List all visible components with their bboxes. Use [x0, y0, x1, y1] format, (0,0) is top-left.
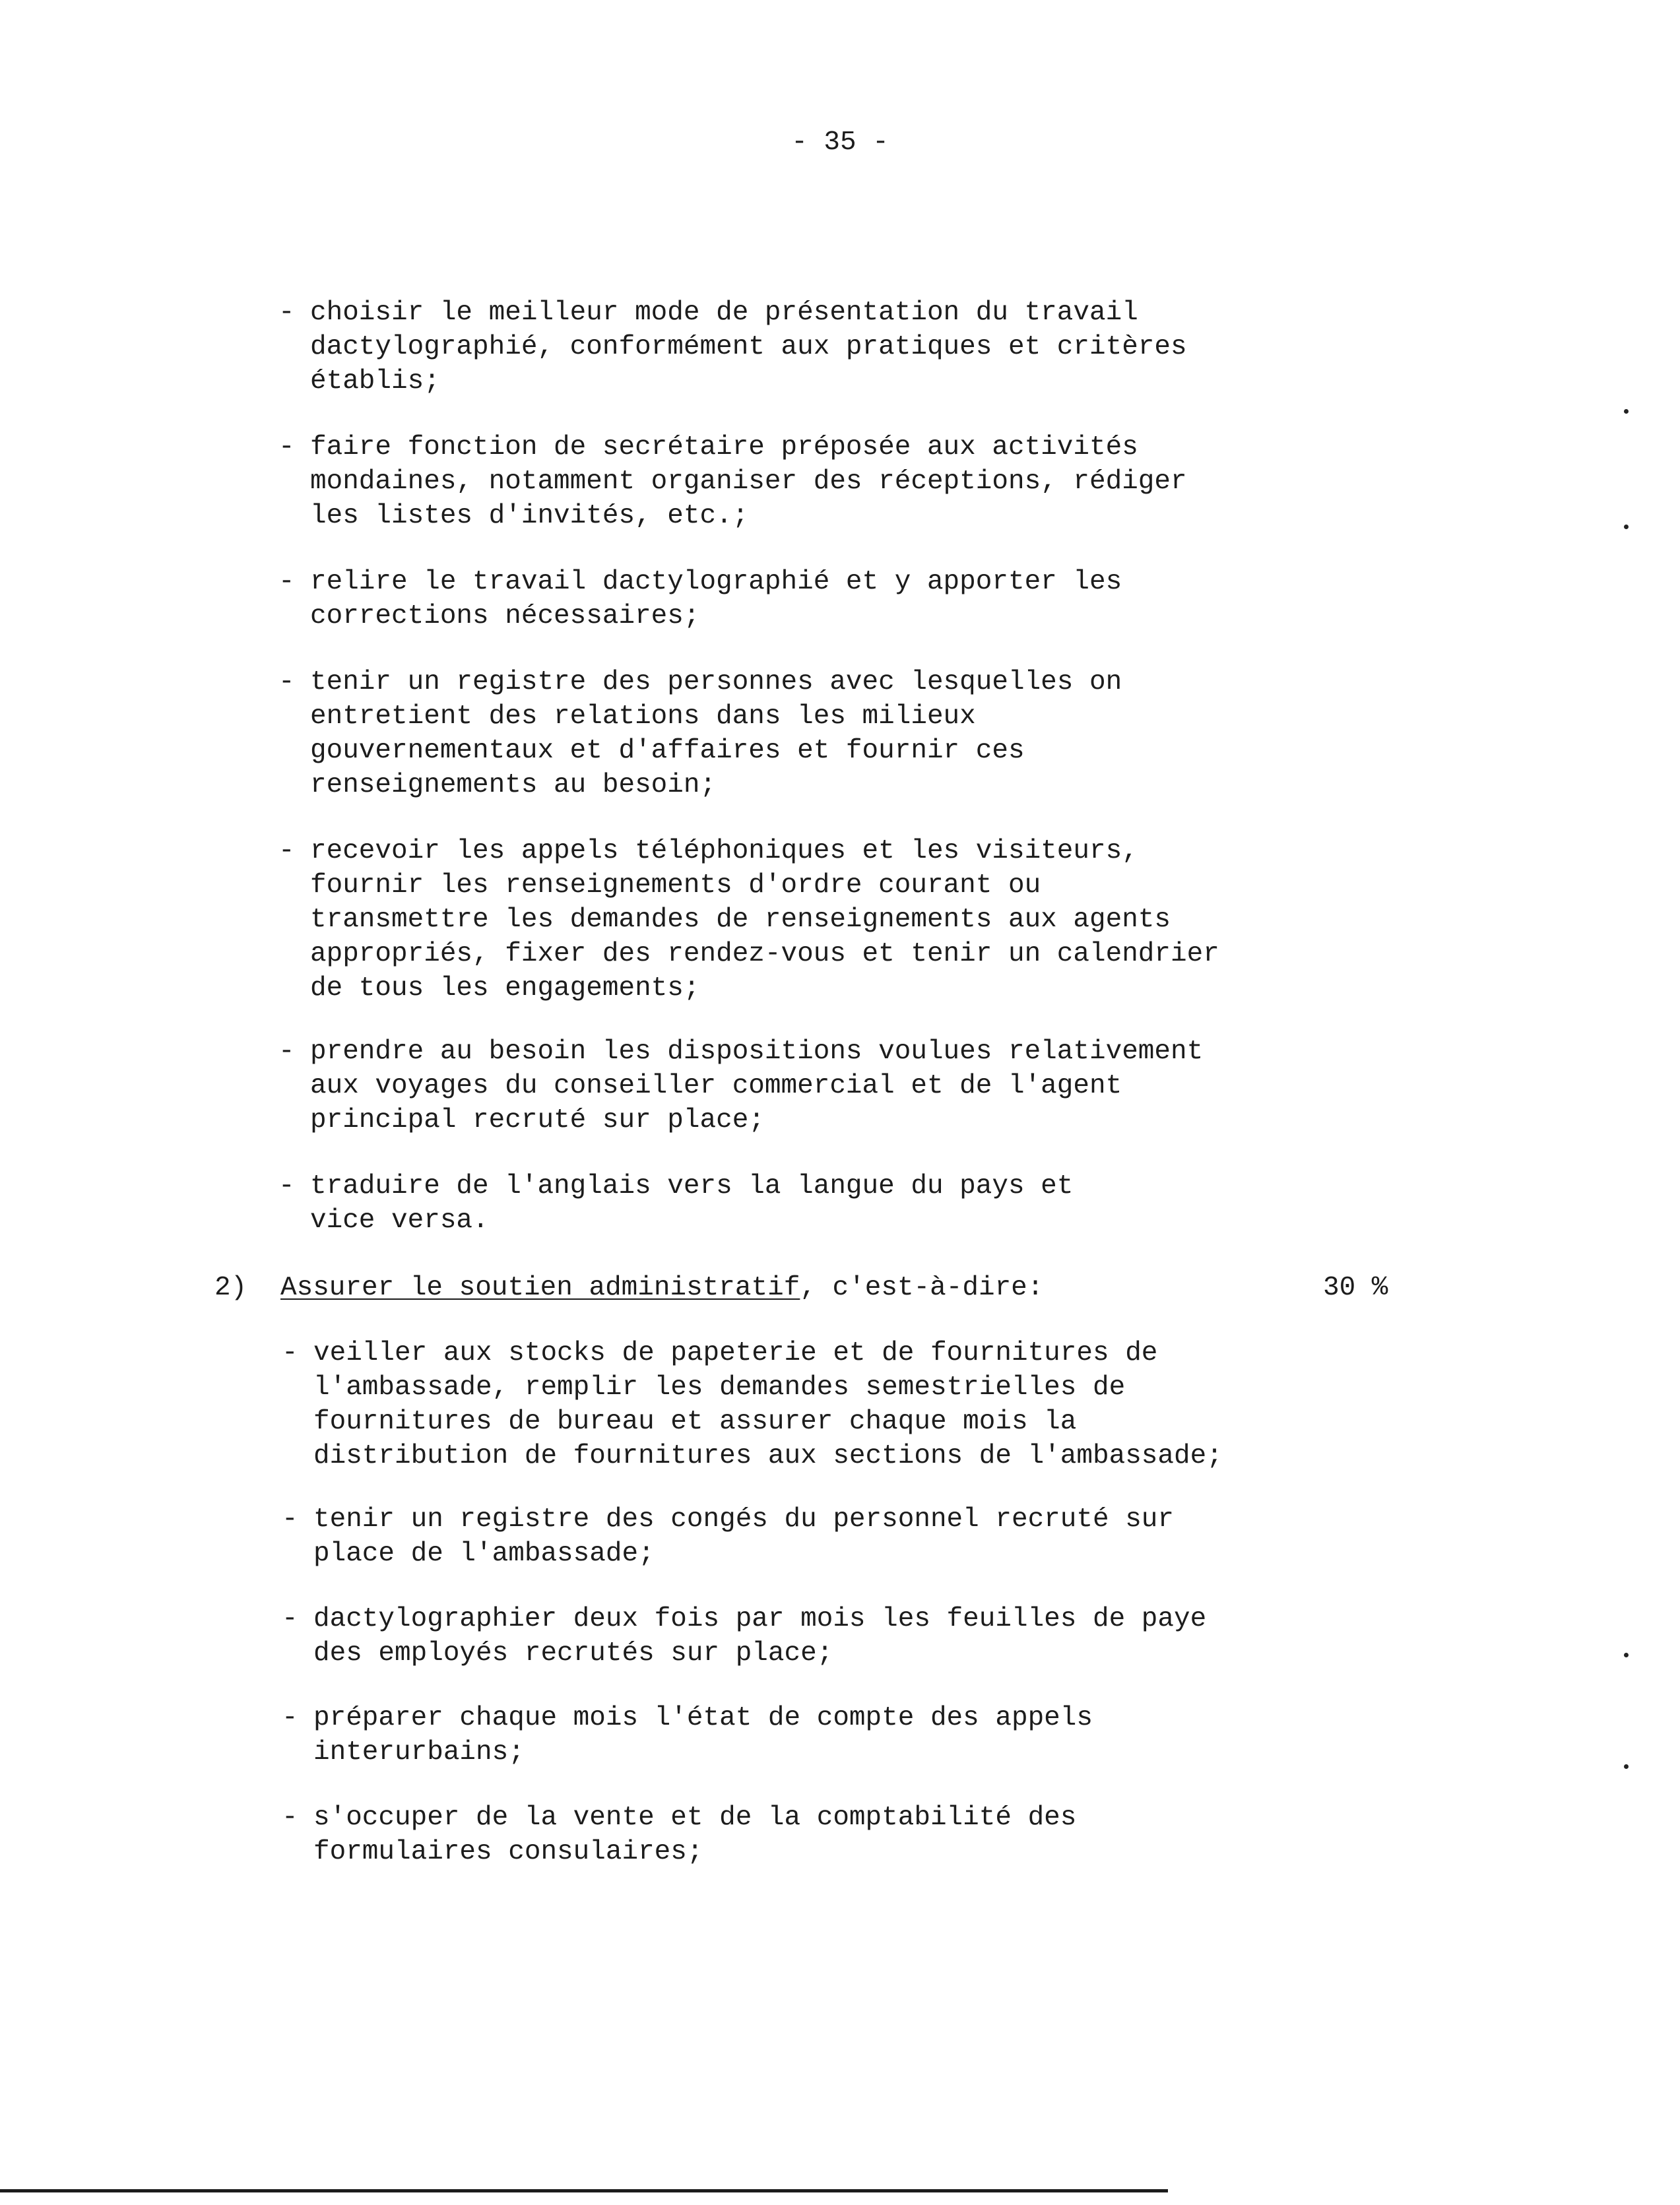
- text-line: prendre au besoin les dispositions voulues relativement: [310, 1037, 1204, 1067]
- section-title: Assurer le soutien administratif: [280, 1273, 800, 1303]
- text-line: veiller aux stocks de papeterie et de fournitures de: [313, 1338, 1158, 1368]
- text-line: formulaires consulaires;: [313, 1837, 703, 1867]
- text-line: choisir le meilleur mode de présentation du travail: [310, 298, 1138, 328]
- text-line: faire fonction de secrétaire préposée aux activités: [310, 432, 1138, 463]
- text-line: relire le travail dactylographié et y apporter les: [310, 567, 1122, 597]
- section-percentage: 30 %: [1323, 1273, 1388, 1303]
- bullet-dash: -: [278, 1171, 295, 1201]
- text-line: les listes d'invités, etc.;: [310, 501, 749, 531]
- text-line: distribution de fournitures aux sections de l'ambassade;: [313, 1441, 1223, 1471]
- text-line: établis;: [310, 366, 440, 397]
- scan-speck: [1624, 409, 1629, 414]
- bullet-dash: -: [278, 667, 295, 697]
- list-item: [282, 1336, 1223, 1473]
- list-item: [278, 1169, 1074, 1238]
- text-line: tenir un registre des congés du personnel recruté sur: [313, 1504, 1175, 1535]
- text-line: entretient des relations dans les milieux: [310, 701, 976, 732]
- text-line: s'occuper de la vente et de la comptabilité des: [313, 1803, 1077, 1833]
- bullet-dash: -: [278, 298, 295, 328]
- text-line: mondaines, notamment organiser des réceptions, rédiger: [310, 466, 1187, 497]
- text-line: préparer chaque mois l'état de compte des appels: [313, 1703, 1093, 1733]
- list-item: [282, 1602, 1207, 1671]
- bullet-dash: -: [282, 1504, 298, 1535]
- list-item: [278, 296, 1187, 399]
- text-line: appropriés, fixer des rendez-vous et tenir un calendrier: [310, 939, 1219, 969]
- list-item: [278, 430, 1187, 533]
- bottom-edge-rule: [0, 2189, 1168, 2192]
- text-line: aux voyages du conseiller commercial et de l'agent: [310, 1071, 1122, 1101]
- text-line: fournir les renseignements d'ordre courant ou: [310, 870, 1041, 901]
- text-line: l'ambassade, remplir les demandes semestrielles de: [313, 1372, 1126, 1403]
- bullet-dash: -: [278, 836, 295, 866]
- list-item: [278, 1035, 1204, 1137]
- bullet-dash: -: [282, 1604, 298, 1634]
- section-title-suffix: , c'est-à-dire:: [800, 1273, 1044, 1303]
- section-number: 2): [214, 1273, 247, 1303]
- list-item: [282, 1701, 1093, 1770]
- text-line: dactylographié, conformément aux pratiques et critères: [310, 332, 1187, 362]
- text-line: renseignements au besoin;: [310, 770, 717, 800]
- text-line: traduire de l'anglais vers la langue du pays et: [310, 1171, 1074, 1201]
- list-item: [282, 1502, 1175, 1571]
- text-line: de tous les engagements;: [310, 973, 700, 1004]
- section-heading: [280, 1271, 1043, 1305]
- text-line: principal recruté sur place;: [310, 1105, 765, 1135]
- text-line: vice versa.: [310, 1205, 489, 1236]
- text-line: recevoir les appels téléphoniques et les visiteurs,: [310, 836, 1138, 866]
- text-line: corrections nécessaires;: [310, 601, 700, 631]
- list-item: [278, 834, 1219, 1006]
- text-line: tenir un registre des personnes avec lesquelles on: [310, 667, 1122, 697]
- text-line: transmettre les demandes de renseignements aux agents: [310, 905, 1171, 935]
- scan-speck: [1624, 1764, 1629, 1769]
- bullet-dash: -: [282, 1703, 298, 1733]
- page-number: - 35 -: [791, 127, 889, 158]
- bullet-dash: -: [278, 432, 295, 463]
- text-line: place de l'ambassade;: [313, 1539, 655, 1569]
- scan-speck: [1624, 525, 1629, 529]
- text-line: dactylographier deux fois par mois les feuilles de paye: [313, 1604, 1207, 1634]
- bullet-dash: -: [278, 1037, 295, 1067]
- list-item: [278, 665, 1122, 802]
- bullet-dash: -: [282, 1338, 298, 1368]
- bullet-dash: -: [278, 567, 295, 597]
- text-line: gouvernementaux et d'affaires et fournir ces: [310, 736, 1025, 766]
- bullet-dash: -: [282, 1803, 298, 1833]
- list-item: [282, 1801, 1077, 1869]
- scan-speck: [1624, 1653, 1629, 1657]
- text-line: fournitures de bureau et assurer chaque mois la: [313, 1407, 1077, 1437]
- text-line: interurbains;: [313, 1737, 525, 1768]
- list-item: [278, 565, 1122, 633]
- text-line: des employés recrutés sur place;: [313, 1638, 833, 1669]
